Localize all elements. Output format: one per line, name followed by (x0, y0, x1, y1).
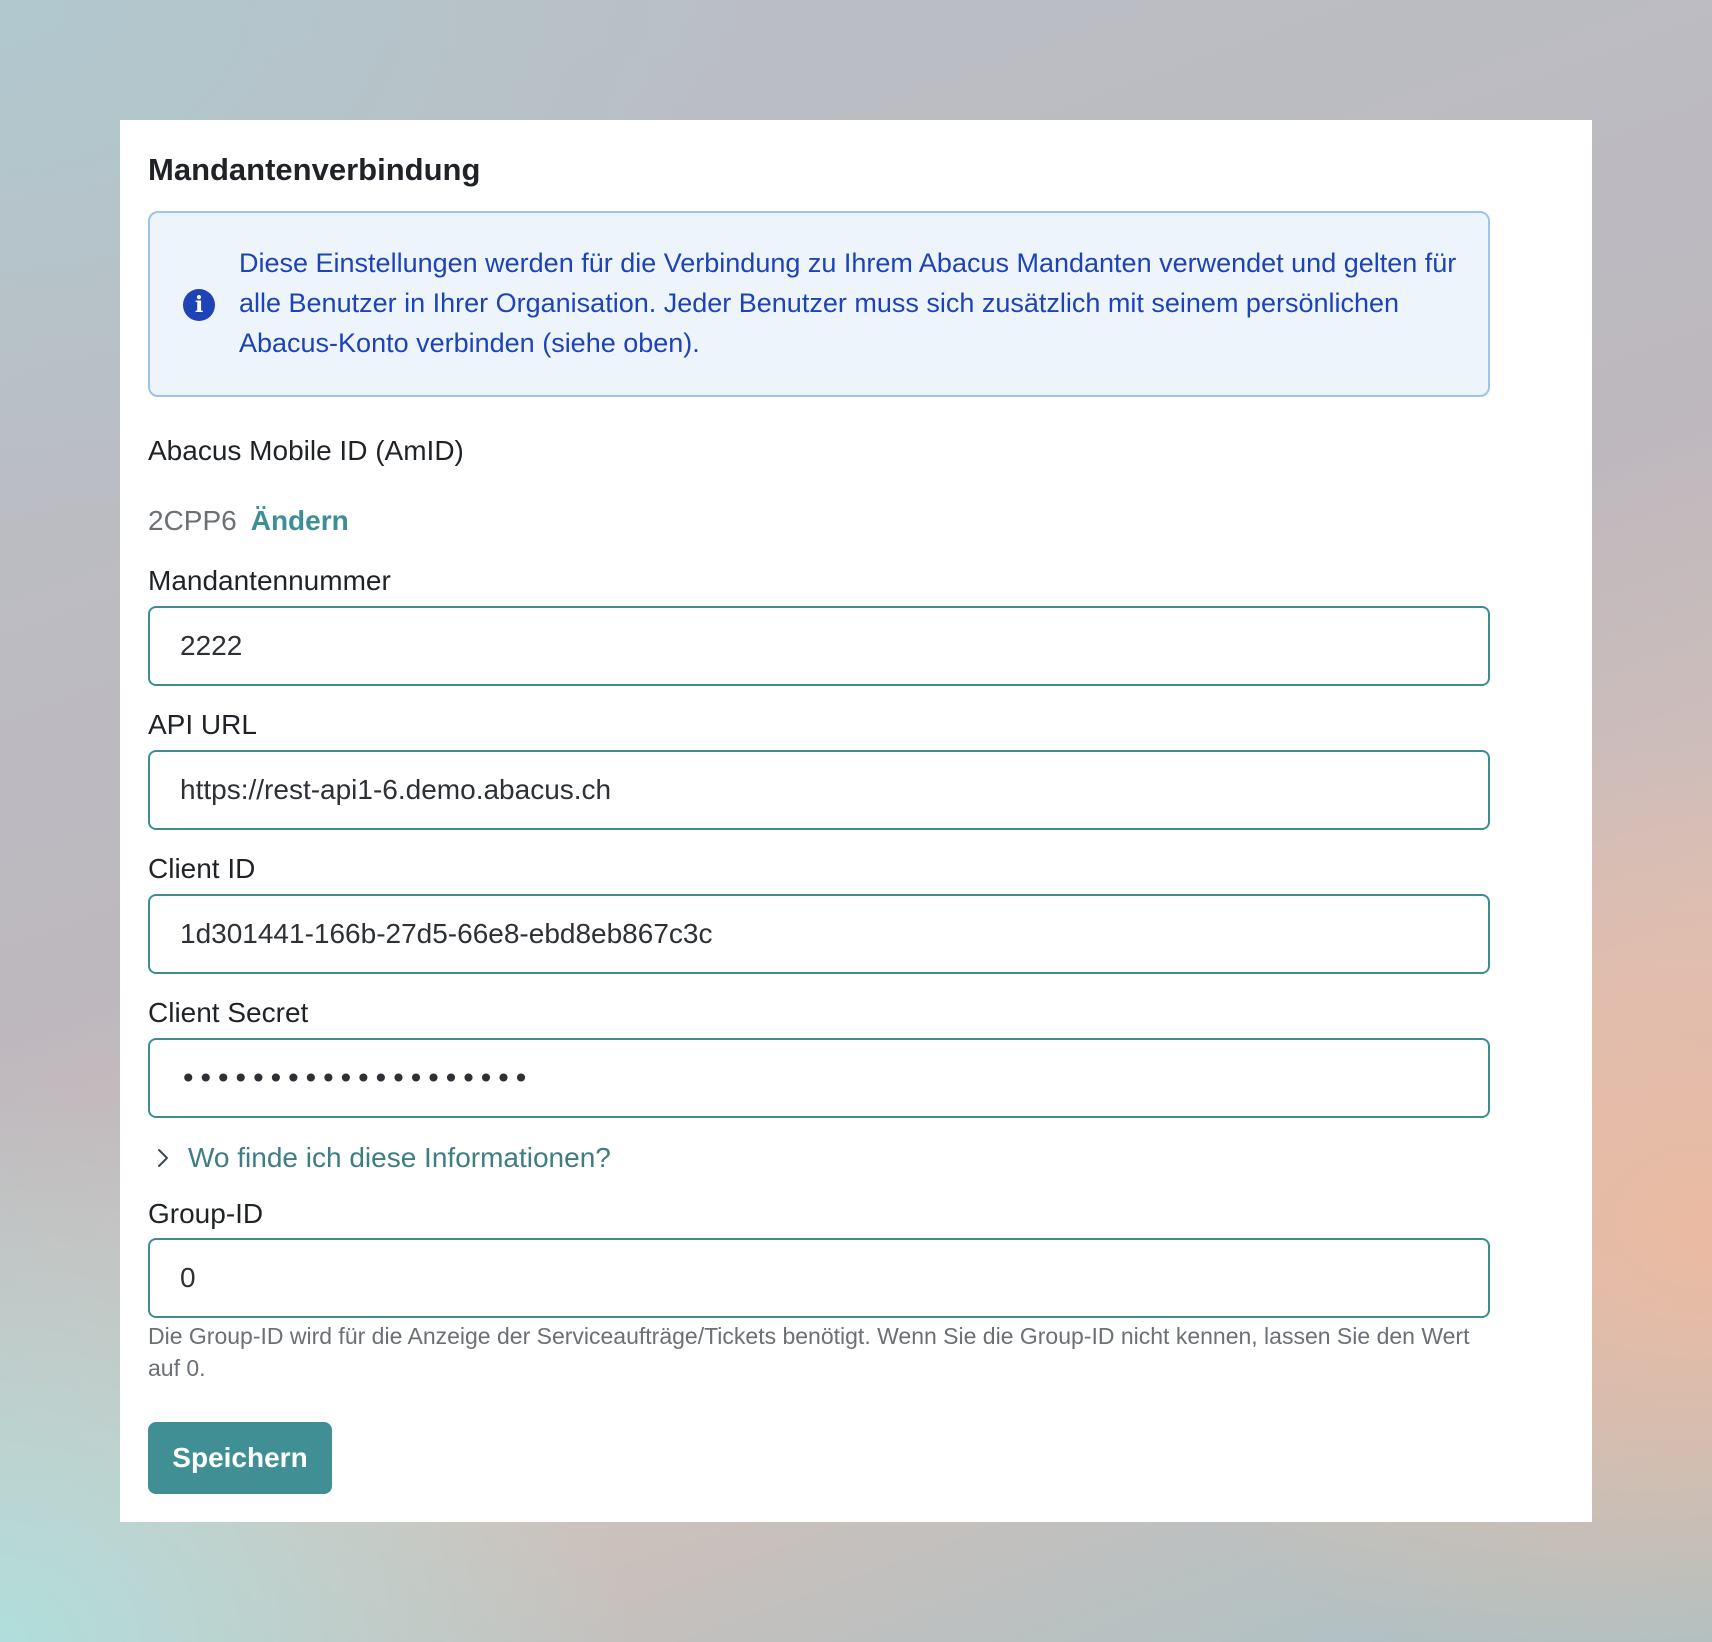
api-url-input[interactable] (180, 752, 1460, 828)
group-id-hint: Die Group-ID wird für die Anzeige der Serviceaufträge/Tickets benötigt. Wenn Sie die Group-ID nicht kennen, lassen Sie den Wert auf 0. (148, 1323, 1470, 1381)
amid-label: Abacus Mobile ID (AmID) (148, 435, 464, 466)
change-amid-link[interactable]: Ändern (250, 505, 349, 536)
info-alert-text: Diese Einstellungen werden für die Verbindung zu Ihrem Abacus Mandanten verwendet und gelten für alle Benutzer in Ihrer Organisation. Jeder Benutzer muss sich zusätzlich mit seinem persönlichen Abacus-Konto verbinden (siehe oben). (239, 248, 1457, 358)
client-secret-label: Client Secret (148, 997, 309, 1028)
amid-row (148, 505, 349, 537)
group-id-label: Group-ID (148, 1198, 264, 1229)
help-disclosure-toggle[interactable] (156, 1138, 611, 1178)
client-id-field (148, 894, 1490, 974)
info-circle-icon: i (183, 289, 215, 321)
help-disclosure-label: Wo finde ich diese Informationen? (188, 1142, 611, 1173)
section-title: Mandantenverbindung (148, 152, 481, 187)
api-url-label: API URL (148, 709, 257, 740)
client-id-input[interactable] (180, 896, 1460, 972)
mandantennummer-label: Mandantennummer (148, 565, 391, 596)
save-button[interactable]: Speichern (148, 1422, 332, 1494)
api-url-field (148, 750, 1490, 830)
group-id-input[interactable] (180, 1240, 1460, 1316)
info-alert (148, 211, 1490, 397)
group-id-field (148, 1238, 1490, 1318)
amid-value: 2CPP6 (148, 505, 237, 536)
client-secret-masked-value: •••••••••••••••••••• (180, 1062, 531, 1095)
chevron-right-icon (156, 1147, 170, 1169)
settings-card (120, 120, 1592, 1522)
mandantennummer-input[interactable] (180, 608, 1460, 684)
client-id-label: Client ID (148, 853, 256, 884)
client-secret-field[interactable] (148, 1038, 1490, 1118)
mandantennummer-field (148, 606, 1490, 686)
